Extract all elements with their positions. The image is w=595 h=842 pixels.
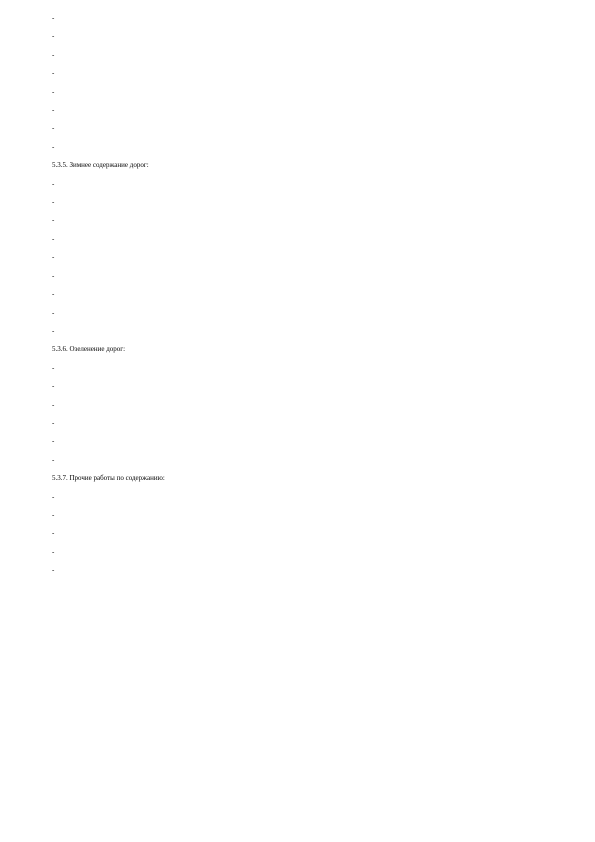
list-item (52, 493, 566, 502)
section-5-3-6-list (52, 364, 566, 465)
section-5-3-4-tail (52, 14, 566, 152)
list-item (52, 437, 566, 446)
list-item (52, 529, 566, 538)
list-item (52, 566, 566, 575)
list-item (52, 106, 566, 115)
list-item (52, 180, 566, 189)
list-bullet: - (52, 142, 55, 151)
list-item (52, 143, 566, 152)
list-bullet: - (52, 290, 55, 299)
list-item (52, 290, 566, 299)
list-bullet: - (52, 326, 55, 335)
list-item (52, 272, 566, 281)
list-bullet: - (52, 418, 55, 427)
list-bullet: - (52, 179, 55, 188)
list-bullet: - (52, 400, 55, 409)
list-bullet: - (52, 87, 55, 96)
list-bullet: - (52, 382, 55, 391)
list-item (52, 32, 566, 41)
section-title-5-3-7: 5.3.7. Прочие работы по содержанию: (52, 474, 165, 483)
section-5-3-7-list (52, 493, 566, 576)
list-item (52, 198, 566, 207)
list-item (52, 216, 566, 225)
section-title-5-3-5: 5.3.5. Зимнее содержание дорог: (52, 161, 149, 170)
list-item (52, 511, 566, 520)
list-bullet: - (52, 271, 55, 280)
list-item (52, 124, 566, 133)
list-bullet: - (52, 566, 55, 575)
list-bullet: - (52, 253, 55, 262)
list-item (52, 14, 566, 23)
list-bullet: - (52, 492, 55, 501)
list-bullet: - (52, 455, 55, 464)
list-item (52, 327, 566, 336)
list-bullet: - (52, 124, 55, 133)
list-item (52, 88, 566, 97)
list-bullet: - (52, 437, 55, 446)
list-bullet: - (52, 106, 55, 115)
list-bullet: - (52, 216, 55, 225)
list-item (52, 309, 566, 318)
list-item (52, 235, 566, 244)
list-bullet: - (52, 547, 55, 556)
list-item (52, 419, 566, 428)
list-bullet: - (52, 529, 55, 538)
list-bullet: - (52, 308, 55, 317)
list-bullet: - (52, 234, 55, 243)
list-item (52, 253, 566, 262)
list-bullet: - (52, 32, 55, 41)
list-item (52, 69, 566, 78)
list-bullet: - (52, 69, 55, 78)
list-bullet: - (52, 363, 55, 372)
list-item (52, 51, 566, 60)
list-bullet: - (52, 50, 55, 59)
list-item (52, 548, 566, 557)
list-bullet: - (52, 198, 55, 207)
list-item (52, 364, 566, 373)
list-item (52, 401, 566, 410)
list-item (52, 382, 566, 391)
list-bullet: - (52, 510, 55, 519)
list-item (52, 456, 566, 465)
section-title-5-3-6: 5.3.6. Озеленение дорог: (52, 345, 126, 354)
list-bullet: - (52, 14, 55, 22)
section-5-3-5-list (52, 180, 566, 337)
